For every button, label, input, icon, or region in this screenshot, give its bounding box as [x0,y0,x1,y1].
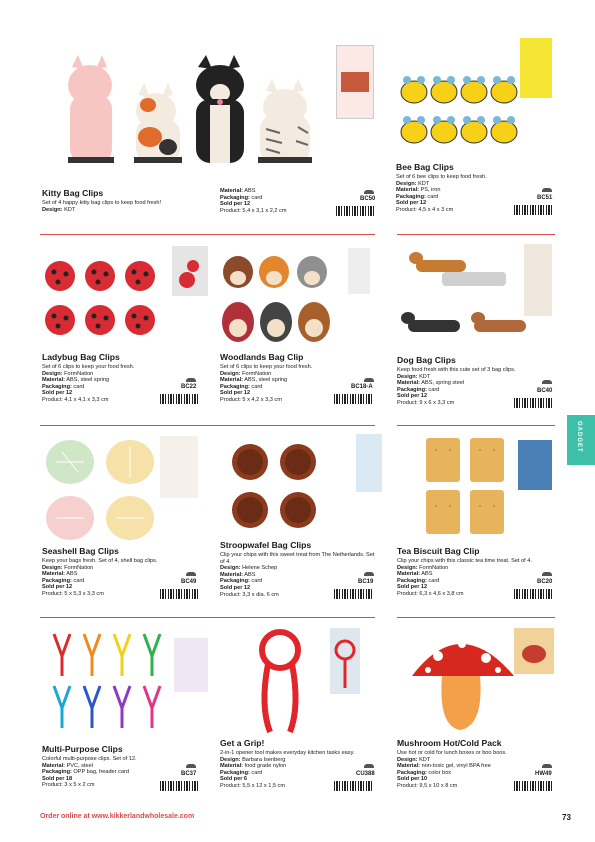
product-code: BC51 [537,195,553,201]
barcode [336,206,374,216]
product-mushroom: Mushroom Hot/Cold Pack Use hot or cold for lunch boxes or boo boos. Design: KDT Material: non-toxic gel, vinyl BPA free Packaging: color box Sold per 10 Product: 9,5 x 10 x 8 cm [397,738,507,789]
product-code: BC18-A [351,384,373,390]
woodlands-clips-image [220,246,370,346]
kitty-pink [68,55,114,163]
divider [40,425,375,426]
product-code: HW49 [535,771,552,777]
shipping-icon [186,764,196,768]
kitty-clips-image [40,55,370,170]
shipping-icon [364,764,374,768]
kitty-tuxedo [196,55,244,163]
shipping-icon [542,572,552,576]
product-title: Bee Bag Clips [396,162,454,172]
get-a-grip-image [250,626,385,736]
product-kitty-specs: Material: ABS Packaging: card Sold per 12 Product: 5,4 x 3,1 x 2,2 cm [220,188,287,214]
barcode [514,781,552,791]
divider [397,425,555,426]
product-dog: Dog Bag Clips Keep food fresh with this cute set of 3 bag clips. Design: KDT Material: ABS, spring steel Packaging: card Sold per 12 Product: 9 x 6 x 3,3 cm [397,355,516,406]
product-multi-purpose: Multi-Purpose Clips Colorful multi-purpose clips. Set of 12. Material: PVC, steel Packaging: OPP bag, header card Sold per 18 Product: 3 x 5 x 2 cm [42,744,137,789]
product-ladybug: Ladybug Bag Clips Set of 6 clips to keep your food fresh. Design: FormNation Material: ABS, steel spring Packaging: card Sold per 12 Product: 4,1 x 4,1 x 3,3 cm [42,352,135,403]
product-stroopwafel: Stroopwafel Bag Clips Clip your chips with this sweet treat from The Netherlands. Set of 4. Design: Helene Schep Material: ABS Packaging: card Sold per 12 Product: 3,3 x dia. 6 cm [220,540,375,598]
shipping-icon [542,764,552,768]
product-code: BC40 [537,388,553,394]
product-code: BC37 [181,771,197,777]
shipping-icon [542,380,552,384]
divider [40,234,375,235]
bee-clips-image [398,38,558,150]
category-tab-gadget: GADGET [567,415,595,465]
product-seashell: Seashell Bag Clips Keep your bags fresh. Set of 4, shell bag clips. Design: FormNation Material: ABS Packaging: card Sold per 12 Product: 5 x 5,3 x 3,3 cm [42,546,158,597]
barcode [160,394,198,404]
product-desc: Set of 4 happy kitty bag clips to keep food fresh! [42,200,162,206]
barcode [334,781,372,791]
page-number: 73 [562,813,571,822]
product-code: BC22 [181,384,197,390]
tea-biscuit-clips-image [424,436,554,536]
barcode [160,781,198,791]
product-code: CU388 [356,771,375,777]
shipping-icon [542,188,552,192]
product-code: BC50 [360,196,376,202]
kitty-striped [258,79,312,163]
barcode [514,398,552,408]
product-code: BC19 [358,579,374,585]
divider [397,234,555,235]
shipping-icon [186,378,196,382]
mushroom-pack-image [408,626,558,736]
multi-purpose-clips-image [42,628,212,738]
barcode [160,589,198,599]
shipping-icon [364,378,374,382]
barcode [514,589,552,599]
product-tea-biscuit: Tea Biscuit Bag Clip Clip your chips with this classic tea time treat. Set of 4. Design: FormNation Material: ABS Packaging: card Sold per 12 Product: 6,3 x 4,6 x 3,8 cm [397,546,532,597]
kitty-calico [134,83,182,163]
product-code: BC20 [537,579,553,585]
product-bee: Bee Bag Clips Set of 6 bee clips to keep food fresh. Design: KDT Material: PS, iron Packaging: card Sold per 12 Product: 4,5 x 4 x 3 cm [396,162,556,214]
shipping-icon [364,190,374,194]
shipping-icon [186,572,196,576]
stroopwafel-clips-image [220,432,385,532]
footer-order-link[interactable]: Order online at www.kikkerlandwholesale.com [40,813,195,820]
divider [40,617,375,618]
ladybug-clips-image [42,244,212,344]
barcode [334,589,372,599]
seashell-clips-image [42,434,212,544]
product-title: Kitty Bag Clips [42,188,104,198]
product-woodlands: Woodlands Bag Clip Set of 6 clips to keep your food fresh. Design: FormNation Material: ABS, steel spring Packaging: card Sold per 12 Product: 5 x 4,2 x 3,3 cm [220,352,313,403]
dog-clips-image [398,242,558,342]
product-kitty: Kitty Bag Clips Set of 4 happy kitty bag clips to keep food fresh! Design: KDT [42,188,202,213]
barcode [514,205,552,215]
shipping-icon [364,572,374,576]
product-code: BC49 [181,579,197,585]
divider [397,617,555,618]
kitty-packaging-image [336,45,374,119]
product-get-a-grip: Get a Grip! 2-in-1 opener tool makes everyday kitchen tasks easy. Design: Barbara Isenberg Material: food grade nylon Packaging: card Sold per 6 Product: 5,5 x 12 x 1,5 cm [220,738,355,789]
barcode [334,394,372,404]
